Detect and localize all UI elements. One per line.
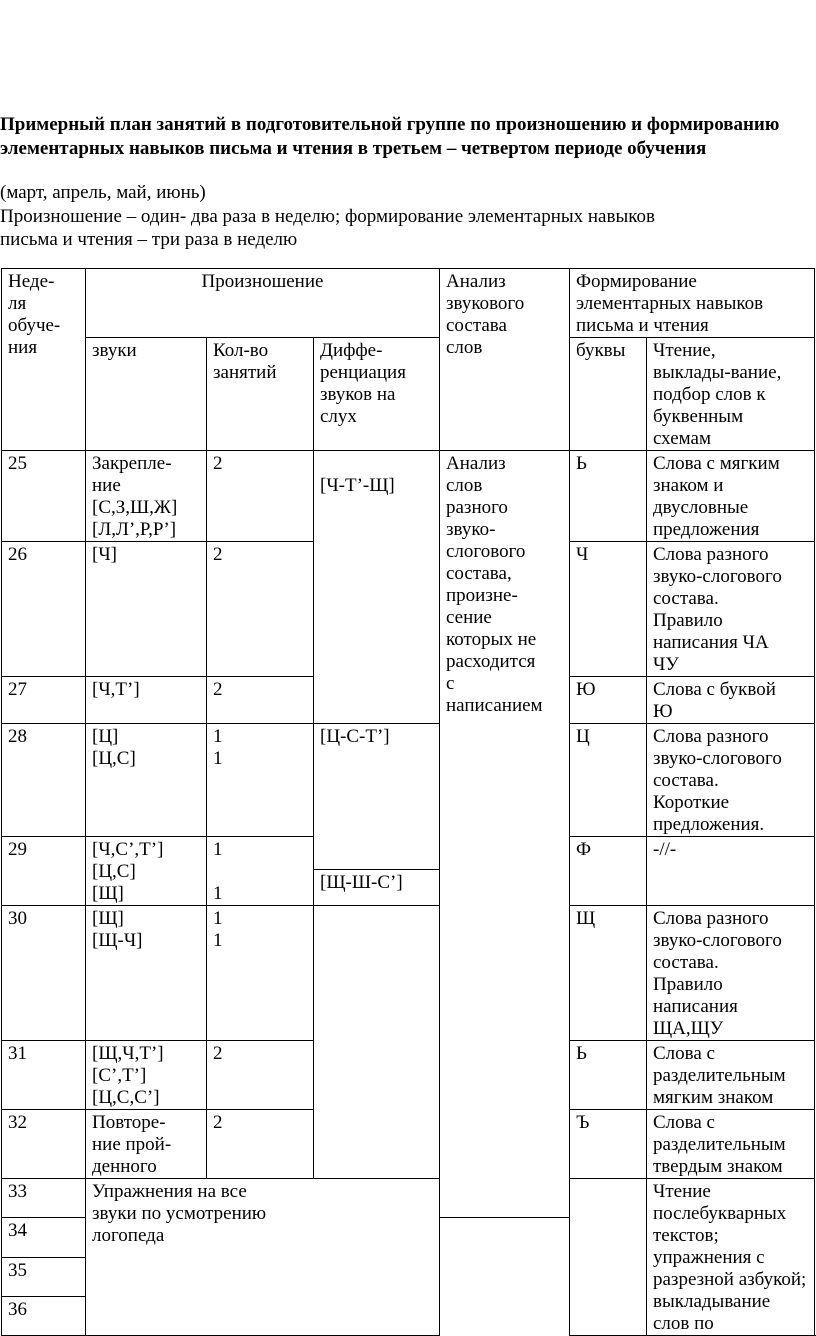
letter-cell: Ч: [570, 542, 647, 677]
week-number: 34: [2, 1218, 86, 1257]
differentiation-cell: [Ц-С-Т’]: [314, 724, 440, 870]
week-number: 28: [2, 724, 86, 837]
lesson-count-cell: 1 1: [207, 724, 314, 837]
sounds-cell: [Щ] [Щ-Ч]: [86, 906, 207, 1041]
lesson-count-cell: 2: [207, 677, 314, 724]
letter-cell: Ф: [570, 837, 647, 906]
week-number: 27: [2, 677, 86, 724]
week-number: 29: [2, 837, 86, 906]
final-reading-cell: Чтение послебукварных текстов; упражнения с разрезной азбукой; выкладывание слов по: [647, 1179, 815, 1336]
header-sounds: звуки: [86, 338, 207, 451]
week-number: 25: [2, 451, 86, 542]
header-pronunciation: Произношение: [86, 269, 440, 338]
sounds-cell: [Ц] [Ц,С]: [86, 724, 207, 837]
letter-cell: Ъ: [570, 1110, 647, 1179]
reading-cell: Слова разного звуко-слогового состава. Правило написания ЧА ЧУ: [647, 542, 815, 677]
lesson-count-cell: 1 1: [207, 837, 314, 906]
sounds-cell: Закрепле- ние [С,З,Ш,Ж] [Л,Л’,Р,Р’]: [86, 451, 207, 542]
lesson-count-cell: 2: [207, 542, 314, 677]
header-sound-analysis: Анализ звукового состава слов: [440, 269, 570, 451]
document-title: Примерный план занятий в подготовительной группе по произношению и формированию элементарных навыков письма и чтения в третьем – четвертом периоде обучения: [0, 114, 780, 159]
sounds-cell: Повторе- ние прой- денного: [86, 1110, 207, 1179]
week-number: 36: [2, 1296, 86, 1335]
lesson-plan-table: [1, 268, 815, 1336]
reading-cell: Слова с буквой Ю: [647, 677, 815, 724]
sounds-cell: [Ч,Т’]: [86, 677, 207, 724]
week-number: 35: [2, 1257, 86, 1296]
reading-cell: Слова с мягким знаком и двусловные предложения: [647, 451, 815, 542]
letter-cell: Ь: [570, 451, 647, 542]
schedule-text-line-2: письма и чтения – три раза в неделю: [0, 229, 298, 250]
reading-cell: -//-: [647, 837, 815, 906]
differentiation-cell: [Ч-Т’-Щ]: [314, 451, 440, 724]
header-week: Неде- ля обуче- ния: [2, 269, 86, 451]
letter-cell: Щ: [570, 906, 647, 1041]
analysis-empty-cell: [570, 1179, 647, 1336]
header-lesson-count: Кол-во занятий: [207, 338, 314, 451]
period-months: (март, апрель, май, июнь): [0, 182, 206, 203]
week-number: 30: [2, 906, 86, 1041]
differentiation-cell: [Щ-Ш-С’]: [314, 870, 440, 906]
sounds-cell: [Ч,С’,Т’] [Ц,С] [Щ]: [86, 837, 207, 906]
reading-cell: Слова разного звуко-слогового состава. Правило написания ЩА,ЩУ: [647, 906, 815, 1041]
lesson-count-cell: 2: [207, 451, 314, 542]
schedule-text-line-1: Произношение – один- два раза в неделю; формирование элементарных навыков: [0, 206, 655, 227]
sounds-cell: [Щ,Ч,Т’] [С’,Т’] [Ц,С,С’]: [86, 1041, 207, 1110]
letter-cell: Ю: [570, 677, 647, 724]
letter-cell: Ц: [570, 724, 647, 837]
reading-cell: Слова разного звуко-слогового состава. Короткие предложения.: [647, 724, 815, 837]
reading-cell: Слова с разделительным мягким знаком: [647, 1041, 815, 1110]
week-number: 33: [2, 1179, 86, 1218]
lesson-count-cell: 2: [207, 1041, 314, 1110]
header-writing-reading: Формирование элементарных навыков письма и чтения: [570, 269, 815, 338]
week-number: 31: [2, 1041, 86, 1110]
lesson-count-cell: 1 1: [207, 906, 314, 1041]
letter-cell: Ь: [570, 1041, 647, 1110]
week-number: 32: [2, 1110, 86, 1179]
header-reading: Чтение, выклады-вание, подбор слов к буквенным схемам: [647, 338, 815, 451]
analysis-cell: Анализ слов разного звуко- слогового состава, произне- сение которых не расходится с написанием: [440, 451, 570, 1218]
header-letters: буквы: [570, 338, 647, 451]
lesson-count-cell: 2: [207, 1110, 314, 1179]
week-number: 26: [2, 542, 86, 677]
header-differentiation: Диффе- ренциация звуков на слух: [314, 338, 440, 451]
reading-cell: Слова с разделительным твердым знаком: [647, 1110, 815, 1179]
sounds-cell: [Ч]: [86, 542, 207, 677]
differentiation-empty-cell: [314, 906, 440, 1179]
exercises-cell: Упражнения на все звуки по усмотрению логопеда: [86, 1179, 440, 1336]
